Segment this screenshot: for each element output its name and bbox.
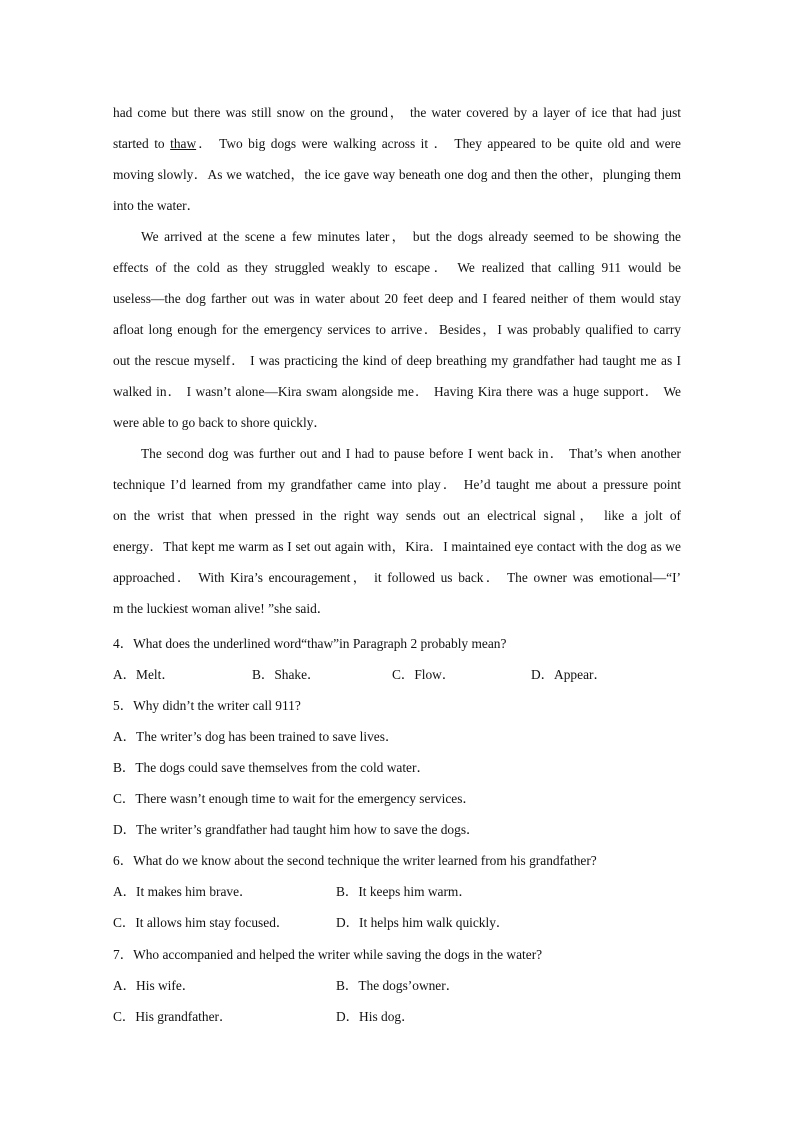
question-6-option-c[interactable]: C．It allows him stay focused． [113, 915, 290, 930]
question-4-option-a[interactable]: A．Melt． [113, 667, 175, 682]
text-line: walked in． I wasn’t alone—Kira swam alongside me． Having Kira there was a huge support． We [113, 384, 681, 399]
text-line: afloat long enough for the emergency services to arrive．Besides，I was probably qualified to carry [113, 322, 681, 337]
text-line: technique I’d learned from my grandfather came into play． He’d taught me about a pressure point [113, 477, 681, 492]
question-4-stem: 4．What does the underlined word“thaw”in Paragraph 2 probably mean? [113, 636, 507, 651]
question-5-option-d[interactable]: D．The writer’s grandfather had taught him how to save the dogs． [113, 822, 480, 837]
question-6-stem: 6．What do we know about the second technique the writer learned from his grandfather? [113, 853, 597, 868]
question-7-option-d[interactable]: D．His dog． [336, 1009, 415, 1024]
text-line: had come but there was still snow on the ground， the water covered by a layer of ice that had just [113, 105, 681, 120]
question-5-stem: 5．Why didn’t the writer call 911? [113, 698, 301, 713]
question-4-option-d[interactable]: D．Appear． [531, 667, 607, 682]
question-6-option-d[interactable]: D．It helps him walk quickly． [336, 915, 510, 930]
question-6-option-b[interactable]: B．It keeps him warm． [336, 884, 472, 899]
text-line: moving slowly．As we watched，the ice gave way beneath one dog and then the other，plunging them [113, 167, 681, 182]
question-7-stem: 7．Who accompanied and helped the writer while saving the dogs in the water? [113, 947, 543, 962]
question-5-option-b[interactable]: B．The dogs could save themselves from the cold water． [113, 760, 430, 775]
text-segment: started to [113, 136, 171, 151]
passage-paragraph-3 [113, 438, 681, 624]
question-7-option-b[interactable]: B．The dogs’owner． [336, 978, 460, 993]
text-line: effects of the cold as they struggled weakly to escape． We realized that calling 911 would be [113, 260, 681, 275]
question-6-option-a[interactable]: A．It makes him brave． [113, 884, 253, 899]
question-5-option-a[interactable]: A．The writer’s dog has been trained to save lives． [113, 729, 399, 744]
text-line: energy．That kept me warm as I set out again with，Kira．I maintained eye contact with the dog as we [113, 539, 681, 554]
text-line [113, 128, 681, 159]
text-line: approached． With Kira’s encouragement， it followed us back． The owner was emotional—“I’ [113, 570, 681, 585]
passage-paragraph-2 [113, 221, 681, 438]
text-line: out the rescue myself． I was practicing the kind of deep breathing my grandfather had taught me as I [113, 353, 681, 368]
text-segment: ． Two big dogs were walking across it ． They appeared to be quite old and were [196, 136, 681, 151]
text-line: into the water． [113, 198, 201, 213]
question-7-option-c[interactable]: C．His grandfather． [113, 1009, 233, 1024]
text-line: We arrived at the scene a few minutes later， but the dogs already seemed to be showing the [141, 229, 681, 244]
underlined-word: thaw [170, 136, 197, 151]
question-4-option-b[interactable]: B．Shake． [252, 667, 321, 682]
passage-paragraph-1 [113, 97, 681, 221]
text-line: m the luckiest woman alive! ”she said． [113, 601, 331, 616]
question-7-option-a[interactable]: A．His wife． [113, 978, 196, 993]
text-line: were able to go back to shore quickly． [113, 415, 327, 430]
question-5-option-c[interactable]: C．There wasn’t enough time to wait for the emergency services． [113, 791, 476, 806]
text-line: on the wrist that when pressed in the right way sends out an electrical signal， like a jolt of [113, 508, 681, 523]
text-line: The second dog was further out and I had to pause before I went back in． That’s when another [141, 446, 681, 461]
question-4-option-c[interactable]: C．Flow． [392, 667, 456, 682]
text-line: useless—the dog farther out was in water about 20 feet deep and I feared neither of them would stay [113, 291, 681, 306]
